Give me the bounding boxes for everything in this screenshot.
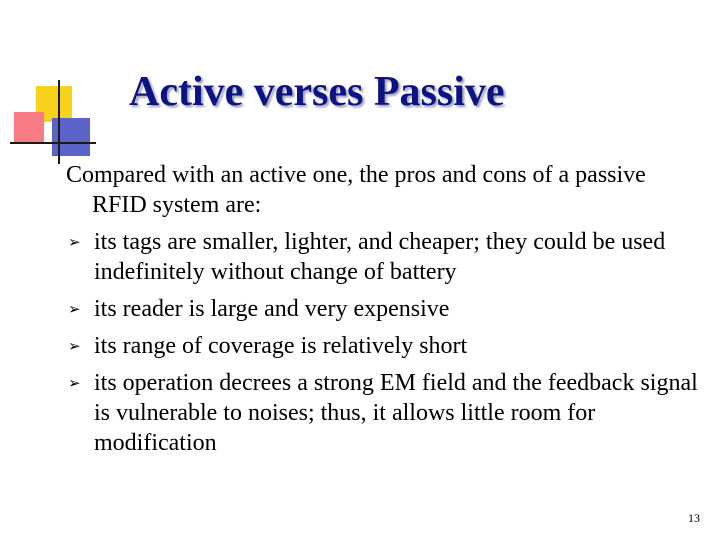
decor-red-square: [14, 112, 44, 142]
slide-title: Active verses Passive: [129, 69, 505, 115]
bullet-item: [66, 368, 706, 458]
bullet-text: its reader is large and very expensive: [94, 296, 450, 322]
decor-vertical-line: [58, 80, 60, 164]
bullet-text: its tags are smaller, lighter, and cheaper; they could be used indefinitely without change of battery: [94, 229, 666, 285]
bullet-text: its operation decrees a strong EM field and the feedback signal is vulnerable to noises; thus, it allows little room for modification: [94, 370, 698, 456]
arrow-bullet-icon: ➢: [68, 302, 81, 318]
bullet-item: [66, 227, 706, 287]
arrow-bullet-icon: ➢: [68, 376, 81, 392]
intro-paragraph: Compared with an active one, the pros and cons of a passive RFID system are:: [66, 162, 646, 218]
bullet-text: its range of coverage is relatively short: [94, 333, 468, 359]
bullet-list: [66, 227, 706, 458]
page-number: 13: [688, 511, 700, 525]
decor-horizontal-line: [10, 142, 96, 144]
bullet-item: [66, 331, 706, 361]
arrow-bullet-icon: ➢: [68, 339, 81, 355]
bullet-item: [66, 294, 706, 324]
slide-body: [66, 160, 706, 458]
arrow-bullet-icon: ➢: [68, 235, 81, 251]
